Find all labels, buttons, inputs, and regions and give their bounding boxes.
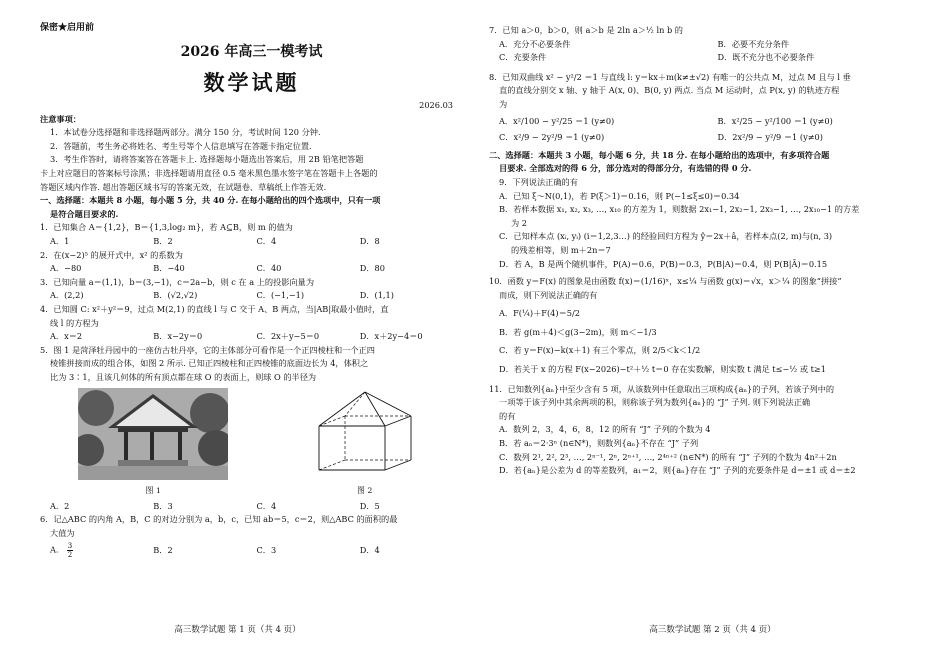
section-1-line: 一、选择题：本题共 8 小题，每小题 5 分，共 40 分. 在每小题给出的四个选项中，只有一项	[40, 195, 381, 206]
note-item: 3．考生作答时，请将答案答在答题卡上. 选择题每小题选出答案后，用 2B 铅笔把答题	[50, 154, 364, 165]
option-b: B．3	[153, 500, 173, 511]
option-c: C．4	[256, 500, 277, 511]
question-stem: 棱锥拼接而成的组合体，如图 2 所示. 已知正四棱柱和正四棱锥的底面边长为 4，体积之	[50, 358, 369, 369]
figure-2	[305, 388, 425, 497]
question-1	[40, 221, 463, 248]
question-stem: 为	[499, 98, 508, 109]
question-stem: 一项等于该子列中其余两项的积，则称该子列为数列{aₙ}的 “J” 子列. 则下列说法正确	[499, 397, 811, 408]
option-d: D．2x²/9 − y²/9 ＝1 (y≠0)	[717, 132, 823, 143]
option-c-cont: 的残差相等，则 m＋2n＝7	[511, 244, 611, 255]
note-item: 卡上对应题目的答案标号涂黑；非选择题请用直径 0.5 毫米黑色墨水签字笔在答题卡上各题的	[40, 167, 378, 178]
figures	[40, 388, 463, 497]
pavilion-photo	[78, 388, 228, 480]
option-c: C．数列 2¹, 2², 2³, …, 2ⁿ⁻¹, 2ⁿ, 2ⁿ⁺¹, …, 2⁴ⁿ⁺² (n∈N*) 的所有 “J” 子列的个数为 4n²＋2n	[499, 451, 837, 462]
question-stem: 7．已知 a＞0，b＞0，则 a＞b 是 2ln a＞½ ln b 的	[489, 25, 683, 35]
option-a-label: A．	[50, 544, 65, 555]
options	[489, 51, 936, 65]
option-d: D．既不充分也不必要条件	[717, 52, 815, 63]
exam-date: 2026.03	[419, 100, 453, 110]
question-stem: 比为 3∶1，且该几何体的所有顶点都在球 O 的表面上，则球 O 的半径为	[50, 371, 317, 382]
option-c: C．(−1,−1)	[256, 290, 305, 301]
figure-2-caption: 图 2	[357, 486, 373, 496]
options	[40, 330, 463, 344]
option-a: A．1	[50, 235, 70, 246]
question-6	[40, 513, 463, 559]
option-b: B．x−2y＝0	[153, 331, 203, 342]
option-d: D．4	[359, 545, 380, 556]
options	[489, 115, 936, 129]
question-stem: 线 l 的方程为	[50, 317, 99, 328]
question-stem: 9．下列说法正确的有	[499, 176, 578, 187]
question-8	[489, 71, 936, 145]
section-2-line: 二、选择题：本题共 3 小题，每小题 6 分，共 18 分. 在每小题给出的选项中，有多项符合题	[489, 149, 830, 160]
options	[489, 131, 936, 145]
question-7	[489, 24, 936, 65]
option-c: C．充要条件	[499, 52, 547, 63]
option-c: C．4	[256, 235, 277, 246]
notes	[40, 113, 463, 195]
page-2-footer: 高三数学试题 第 2 页（共 4 页）	[649, 625, 776, 635]
option-b: B．若 aₙ＝2·3ⁿ (n∈N*)，则数列{aₙ}不存在 “J” 子列	[499, 438, 699, 449]
exam-title: 2026 年高三一模考试	[180, 44, 323, 60]
question-stem: 5．图 1 是菏泽牡丹园中的一座仿古牡丹亭，它的主体部分可看作是一个正四棱柱和一个正四	[40, 344, 375, 355]
question-11	[489, 383, 936, 478]
option-b: B．x²/25 − y²/100 ＝1 (y≠0)	[717, 115, 833, 126]
option-c: C．x²/9 − 2y²/9 ＝1 (y≠0)	[499, 132, 605, 143]
options	[40, 289, 463, 303]
option-b: B．若样本数据 x₁, x₂, x₃, …, x₁₀ 的方差为 1，则数据 2x₁−1, 2x₂−1, 2x₃−1, …, 2x₁₀−1 的方差	[499, 204, 860, 215]
secret-label: 保密★启用前	[40, 23, 95, 33]
option-a: A．充分不必要条件	[499, 38, 571, 49]
option-a: A．x²/100 − y²/25 ＝1 (y≠0)	[499, 115, 615, 126]
option-b: B．若 g(m＋4)＜g(3−2m)，则 m＜−1/3	[499, 326, 657, 337]
notes-heading: 注意事项：	[40, 113, 81, 124]
section-1-heading	[40, 194, 463, 221]
option-d: D．5	[359, 500, 380, 511]
option-b: B．2	[153, 235, 173, 246]
option-d: D．若关于 x 的方程 F(x−2026)−t²＋½ t＝0 存在实数解，则实数 t 满足 t≤−½ 或 t≥1	[499, 364, 826, 375]
question-stem: 4．已知圆 C: x²＋y²＝9，过点 M(2,1) 的直线 l 与 C 交于 A、B 两点，当|AB|取最小值时，直	[40, 303, 389, 314]
question-stem: 11．已知数列{aₙ}中至少含有 5 项，从该数列中任意取出三项构成{aₙ}的子列，若该子列中的	[489, 383, 835, 394]
question-9	[489, 176, 936, 271]
option-c: C．40	[256, 263, 282, 274]
options	[40, 235, 463, 249]
option-b: B．必要不充分条件	[717, 38, 790, 49]
option-c: C．2x＋y−5＝0	[256, 331, 320, 342]
option-a: A．(2,2)	[50, 290, 84, 301]
option-b: B．(√2,√2)	[153, 290, 198, 301]
option-a: A．数列 2，3，4，6，8，12 的所有 “J” 子列的个数为 4	[499, 424, 711, 435]
question-stem: 直的直线分别交 x 轴、y 轴于 A(x, 0)、B(0, y) 两点. 当点 M 运动时，点 P(x, y) 的轨迹方程	[499, 85, 840, 96]
prism-pyramid-diagram	[305, 388, 425, 480]
question-stem: 6．记△ABC 的内角 A，B，C 的对边分别为 a，b，c，已知 ab＝5，c＝2，则△ABC 的面积的最	[40, 514, 398, 525]
page-2	[475, 0, 950, 653]
note-item: 1．本试卷分选择题和非选择题两部分。满分 150 分，考试时间 120 分钟.	[50, 127, 321, 138]
subject-title: 数学试题	[203, 70, 300, 95]
fraction-numerator: 3	[67, 542, 73, 551]
note-item: 2．答题前，考生务必将姓名、考生号等个人信息填写在答题卡指定位置.	[50, 140, 312, 151]
figure-1-caption: 图 1	[145, 486, 161, 496]
option-a: A．已知 ξ～N(0,1)，若 P(ξ＞1)＝0.16，则 P(−1≤ξ≤0)＝0.34	[499, 190, 740, 201]
question-stem: 1．已知集合 A＝{1,2}，B＝{1,3,log₂ m}，若 A⊆B，则 m 的值为	[40, 222, 293, 233]
question-stem: 大值为	[50, 527, 75, 538]
options	[40, 262, 463, 276]
question-stem: 10．函数 y＝F(x) 的图象是由函数 f(x)＝(1/16)ˣ，x≤¼ 与函数 g(x)＝√x，x＞¼ 的图象“拼接”	[489, 276, 842, 287]
option-a: A．F(¼)＋F(4)＝5/2	[499, 308, 580, 319]
question-10	[489, 275, 936, 377]
option-d: D．(1,1)	[359, 290, 394, 301]
question-stem: 8．已知双曲线 x² − y²/2 ＝1 与直线 l: y＝kx＋m(k≠±√2) 有唯一的公共点 M，过点 M 且与 l 垂	[489, 71, 851, 82]
question-3	[40, 276, 463, 303]
option-d: D．80	[359, 263, 385, 274]
options	[40, 542, 463, 559]
option-a	[50, 542, 153, 559]
section-1-line: 是符合题目要求的.	[50, 208, 119, 219]
section-2-heading	[489, 149, 936, 176]
options	[40, 500, 463, 514]
option-d: D．8	[359, 235, 380, 246]
question-5	[40, 344, 463, 513]
question-stem: 而成，则下列说法正确的有	[499, 289, 598, 300]
question-stem: 2．在(x−2)⁵ 的展开式中，x² 的系数为	[40, 249, 183, 260]
option-c: C．已知样本点 (xᵢ, yᵢ) (i＝1,2,3…) 的经验回归方程为 ŷ＝2x＋â，若样本点(2, m)与(n, 3)	[499, 231, 833, 242]
option-d: D．若{aₙ}是公差为 d 的等差数列，a₁＝2，则{aₙ}存在 “J” 子列的充要条件是 d＝±1 或 d＝±2	[499, 465, 856, 476]
fraction	[67, 542, 73, 559]
option-d: D．若 A，B 是两个随机事件，P(A)＝0.6，P(B)＝0.3，P(B|A)＝0.4，则 P(B|Ā)＝0.15	[499, 258, 828, 269]
question-stem: 的有	[499, 410, 516, 421]
question-4	[40, 303, 463, 344]
option-a: A．2	[50, 500, 70, 511]
page-1-footer: 高三数学试题 第 1 页（共 4 页）	[174, 625, 301, 635]
question-2	[40, 249, 463, 276]
option-b-cont: 为 2	[511, 217, 527, 228]
option-a: A．x＝2	[50, 331, 83, 342]
figure-1	[78, 388, 228, 497]
option-c: C．3	[256, 545, 277, 556]
option-b: B．2	[153, 545, 173, 556]
options	[489, 38, 936, 52]
note-item: 答题区域内作答. 超出答题区域书写的答案无效，在试题卷、草稿纸上作答无效.	[40, 181, 327, 192]
section-2-line: 目要求. 全部选对的得 6 分，部分选对的得部分分，有选错的得 0 分.	[499, 163, 752, 174]
fraction-denominator: 2	[67, 551, 73, 560]
option-d: D．x＋2y−4＝0	[359, 331, 423, 342]
option-a: A．−80	[50, 263, 82, 274]
question-stem: 3．已知向量 a＝(1,1)，b＝(3,−1)，c＝2a−b，则 c 在 a 上的投影向量为	[40, 276, 315, 287]
option-b: B．−40	[153, 263, 185, 274]
option-c: C．若 y＝F(x)−k(x＋1) 有三个零点，则 2/5＜k＜1/2	[499, 345, 701, 356]
